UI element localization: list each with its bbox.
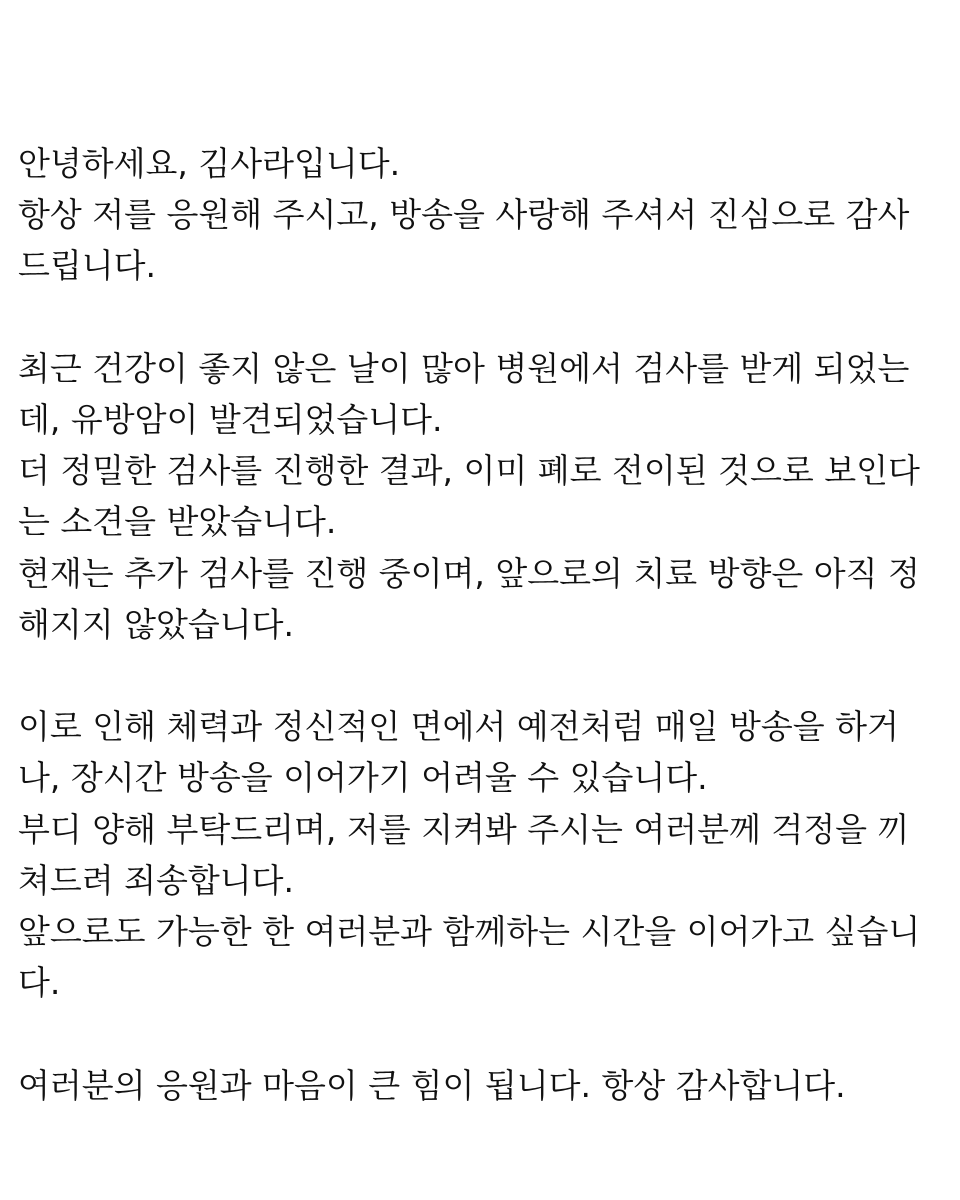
closing-paragraph [18, 1060, 942, 1111]
text-line: 항상 저를 응원해 주시고, 방송을 사랑해 주셔서 진심으로 감사 [18, 195, 910, 235]
text-line: 여러분의 응원과 마음이 큰 힘이 됩니다. 항상 감사합니다. [18, 1065, 846, 1105]
text-line: 드립니다. [18, 246, 157, 286]
broadcast-paragraph [18, 701, 942, 1008]
text-line: 데, 유방암이 발견되었습니다. [18, 400, 443, 439]
notice-document [18, 138, 942, 1111]
text-line: 부디 양해 부탁드리며, 저를 지켜봐 주시는 여러분께 걱정을 끼 [18, 809, 910, 849]
text-line: 다. [18, 963, 61, 1003]
health-paragraph [18, 343, 942, 650]
text-line: 현재는 추가 검사를 진행 중이며, 앞으로의 치료 방향은 아직 정 [18, 553, 920, 593]
text-line: 해지지 않았습니다. [18, 604, 295, 644]
greeting-paragraph [18, 138, 942, 292]
text-line: 쳐드려 죄송합니다. [18, 860, 295, 900]
text-line: 앞으로도 가능한 한 여러분과 함께하는 시간을 이어가고 싶습니 [18, 912, 921, 952]
text-line: 나, 장시간 방송을 이어가기 어려울 수 있습니다. [18, 758, 708, 798]
text-line: 더 정밀한 검사를 진행한 결과, 이미 폐로 전이된 것으로 보인다 [18, 451, 920, 491]
text-line: 안녕하세요, 김사라입니다. [18, 144, 401, 183]
text-line: 최근 건강이 좋지 않은 날이 많아 병원에서 검사를 받게 되었는 [18, 348, 910, 388]
text-line: 는 소견을 받았습니다. [18, 502, 337, 542]
text-line: 이로 인해 체력과 정신적인 면에서 예전처럼 매일 방송을 하거 [18, 707, 899, 747]
